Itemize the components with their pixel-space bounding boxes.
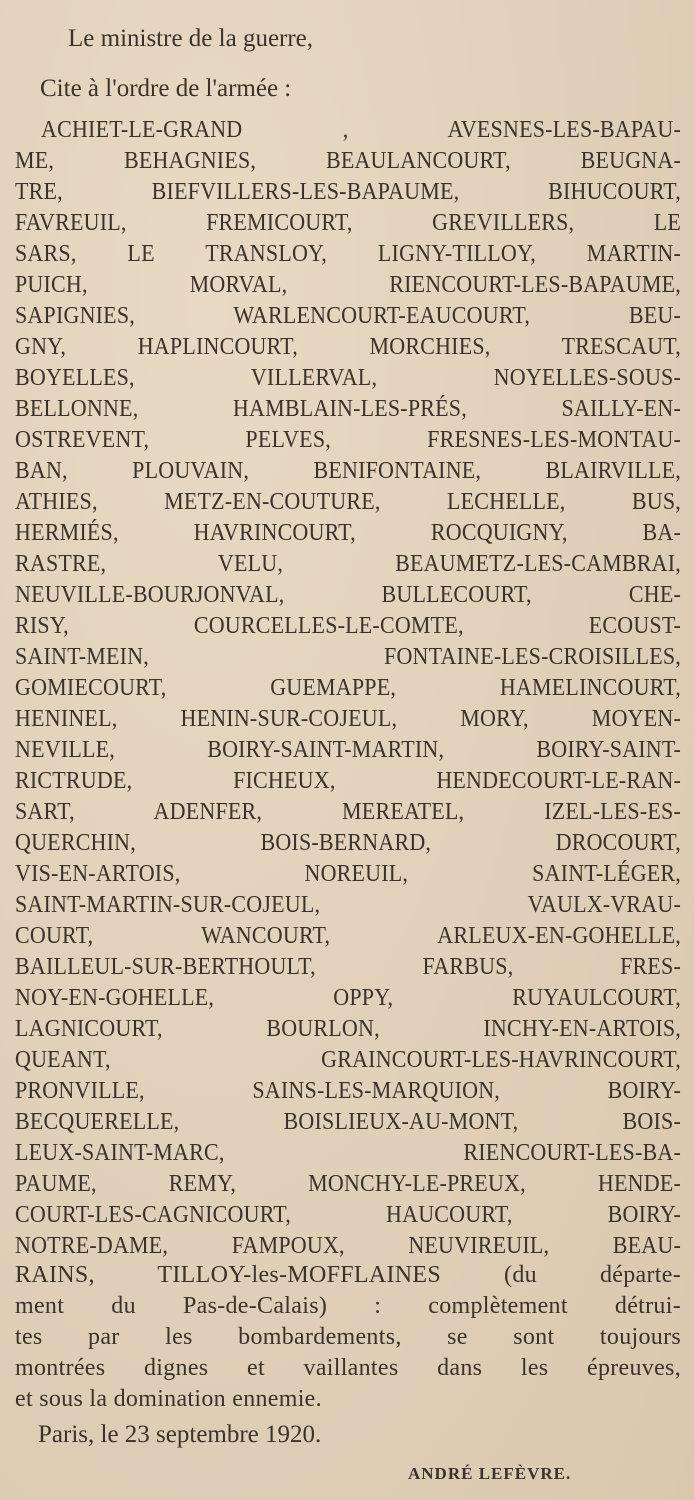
- text-line: SAINT-MEIN, FONTAINE-LES-CROISILLES,: [15, 641, 681, 670]
- text-line: LEUX-SAINT-MARC, RIENCOURT-LES-BA-: [15, 1137, 681, 1166]
- text-line: NEUVILLE-BOURJONVAL, BULLECOURT, CHE-: [15, 579, 681, 608]
- text-line: BAILLEUL-SUR-BERTHOULT, FARBUS, FRES-: [15, 951, 681, 980]
- text-line: HERMIÉS, HAVRINCOURT, ROCQUIGNY, BA-: [15, 517, 681, 546]
- text-line: BELLONNE, HAMBLAIN-LES-PRÉS, SAILLY-EN-: [15, 393, 681, 422]
- text-line: COURT-LES-CAGNICOURT, HAUCOURT, BOIRY-: [15, 1199, 681, 1228]
- text-line: RASTRE, VELU, BEAUMETZ-LES-CAMBRAI,: [15, 548, 681, 577]
- text-line: TRE, BIEFVILLERS-LES-BAPAUME, BIHUCOURT,: [15, 176, 681, 205]
- text-line: NOTRE-DAME, FAMPOUX, NEUVIREUIL, BEAU-: [15, 1230, 681, 1259]
- text-line: BOYELLES, VILLERVAL, NOYELLES-SOUS-: [15, 362, 681, 391]
- text-line: BECQUERELLE, BOISLIEUX-AU-MONT, BOIS-: [15, 1106, 681, 1135]
- text-line: PAUME, REMY, MONCHY-LE-PREUX, HENDE-: [15, 1168, 681, 1197]
- text-line: BAN, PLOUVAIN, BENIFONTAINE, BLAIRVILLE,: [15, 455, 681, 484]
- citation-body: [15, 113, 681, 1415]
- text-line: NEVILLE, BOIRY-SAINT-MARTIN, BOIRY-SAINT-: [15, 734, 681, 763]
- signature: ANDRÉ LEFÈVRE.: [408, 1464, 572, 1483]
- text-line: VIS-EN-ARTOIS, NOREUIL, SAINT-LÉGER,: [15, 858, 681, 887]
- text-line: tes par les bombardements, se sont toujours: [15, 1324, 681, 1350]
- text-line: NOY-EN-GOHELLE, OPPY, RUYAULCOURT,: [15, 982, 681, 1011]
- text-line: RICTRUDE, FICHEUX, HENDECOURT-LE-RAN-: [15, 765, 681, 794]
- text-line: ATHIES, METZ-EN-COUTURE, LECHELLE, BUS,: [15, 486, 681, 515]
- text-line: LAGNICOURT, BOURLON, INCHY-EN-ARTOIS,: [15, 1013, 681, 1042]
- text-line: et sous la domination ennemie.: [15, 1386, 322, 1412]
- text-line: PUICH, MORVAL, RIENCOURT-LES-BAPAUME,: [15, 269, 681, 298]
- text-line: QUERCHIN, BOIS-BERNARD, DROCOURT,: [15, 827, 681, 856]
- text-line: PRONVILLE, SAINS-LES-MARQUION, BOIRY-: [15, 1075, 681, 1104]
- text-line: GOMIECOURT, GUEMAPPE, HAMELINCOURT,: [15, 672, 681, 701]
- text-line: ACHIET-LE-GRAND , AVESNES-LES-BAPAU-: [41, 114, 681, 143]
- text-line: SAINT-MARTIN-SUR-COJEUL, VAULX-VRAU-: [15, 889, 681, 918]
- text-line: HENINEL, HENIN-SUR-COJEUL, MORY, MOYEN-: [15, 703, 681, 732]
- text-line: COURT, WANCOURT, ARLEUX-EN-GOHELLE,: [15, 920, 681, 949]
- text-line: RISY, COURCELLES-LE-COMTE, ECOUST-: [15, 610, 681, 639]
- text-line: SARS, LE TRANSLOY, LIGNY-TILLOY, MARTIN-: [15, 238, 681, 267]
- text-line: OSTREVENT, PELVES, FRESNES-LES-MONTAU-: [15, 424, 681, 453]
- text-line: ME, BEHAGNIES, BEAULANCOURT, BEUGNA-: [15, 145, 681, 174]
- text-line: FAVREUIL, FREMICOURT, GREVILLERS, LE: [15, 207, 681, 236]
- text-line: QUEANT, GRAINCOURT-LES-HAVRINCOURT,: [15, 1044, 681, 1073]
- text-line: RAINS, TILLOY-les-MOFFLAINES (du départe-: [15, 1262, 681, 1288]
- date-line: Paris, le 23 septembre 1920.: [38, 1421, 322, 1448]
- citation-intro: Cite à l'ordre de l'armée :: [40, 75, 292, 102]
- document-title: Le ministre de la guerre,: [68, 25, 314, 52]
- text-line: SART, ADENFER, MEREATEL, IZEL-LES-ES-: [15, 796, 681, 825]
- text-line: SAPIGNIES, WARLENCOURT-EAUCOURT, BEU-: [15, 300, 681, 329]
- text-line: ment du Pas-de-Calais) : complètement détrui-: [15, 1293, 681, 1319]
- text-line: GNY, HAPLINCOURT, MORCHIES, TRESCAUT,: [15, 331, 681, 360]
- text-line: montrées dignes et vaillantes dans les épreuves,: [15, 1355, 681, 1381]
